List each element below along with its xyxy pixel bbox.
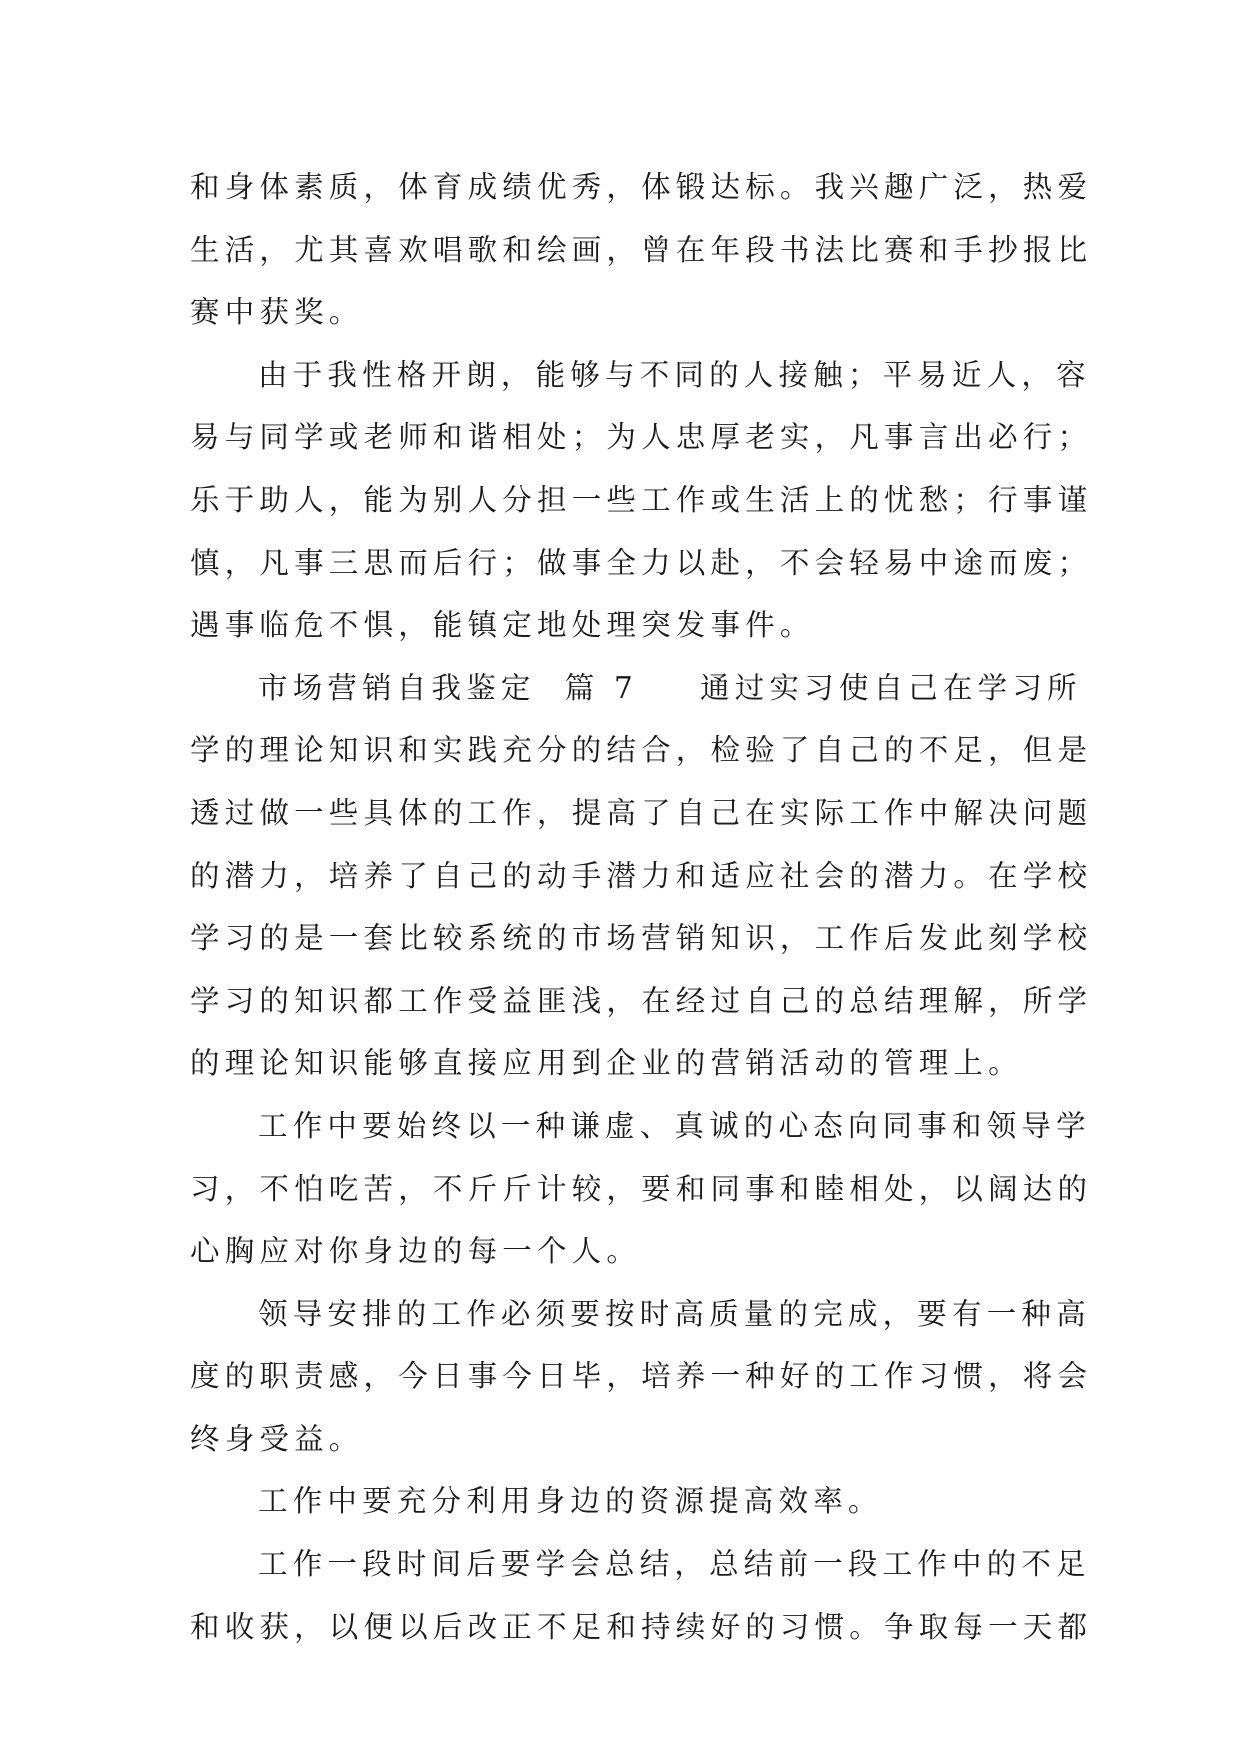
text-line: 的理论知识能够直接应用到企业的营销活动的管理上。 — [190, 1046, 1023, 1081]
text-line: 学的理论知识和实践充分的结合，检验了自己的不足，但是 — [190, 733, 1093, 768]
text-line: 慎，凡事三思而后行；做事全力以赴，不会轻易中途而废； — [190, 545, 1093, 580]
section-heading: 市场营销自我鉴定 篇 7 — [258, 670, 639, 705]
text-line: 乐于助人，能为别人分担一些工作或生活上的忧愁；行事谨 — [190, 482, 1093, 517]
text-line: 心胸应对你身边的每一个人。 — [190, 1234, 642, 1269]
section-heading-line — [190, 657, 1082, 720]
text-line: 的潜力，培养了自己的动手潜力和适应社会的潜力。在学校 — [190, 858, 1093, 893]
text-line: 透过做一些具体的工作，提高了自己在实际工作中解决问题 — [190, 795, 1093, 830]
text-line: 学习的是一套比较系统的市场营销知识，工作后发此刻学校 — [190, 921, 1093, 956]
text-line: 工作中要始终以一种谦虚、真诚的心态向同事和领导学 — [258, 1108, 1091, 1143]
text-line: 和身体素质，体育成绩优秀，体锻达标。我兴趣广泛，热爱 — [190, 170, 1093, 204]
text-line: 习，不怕吃苦，不斤斤计较，要和同事和睦相处，以阔达的 — [190, 1171, 1093, 1206]
text-line: 由于我性格开朗，能够与不同的人接触；平易近人，容 — [258, 357, 1091, 392]
text-line: 和收获，以便以后改正不足和持续好的习惯。争取每一天都 — [190, 1609, 1093, 1644]
text-line: 工作一段时间后要学会总结，总结前一段工作中的不足 — [258, 1547, 1091, 1582]
document-body — [190, 156, 1093, 1658]
text-line: 学习的知识都工作受益匪浅，在经过自己的总结理解，所学 — [190, 983, 1093, 1018]
text-line: 遇事临危不惧，能镇定地处理突发事件。 — [190, 608, 815, 643]
text-run: 通过实习使自己在学习所 — [700, 670, 1082, 705]
text-line: 易与同学或老师和谐相处；为人忠厚老实，凡事言出必行； — [190, 420, 1093, 455]
text-line: 度的职责感，今日事今日毕，培养一种好的工作习惯，将会 — [190, 1359, 1093, 1394]
text-line: 领导安排的工作必须要按时高质量的完成，要有一种高 — [258, 1296, 1091, 1331]
text-line: 赛中获奖。 — [190, 295, 364, 330]
text-line: 工作中要充分利用身边的资源提高效率。 — [258, 1484, 883, 1519]
text-line: 生活，尤其喜欢唱歌和绘画，曾在年段书法比赛和手抄报比 — [190, 232, 1093, 267]
text-line: 终身受益。 — [190, 1421, 364, 1456]
